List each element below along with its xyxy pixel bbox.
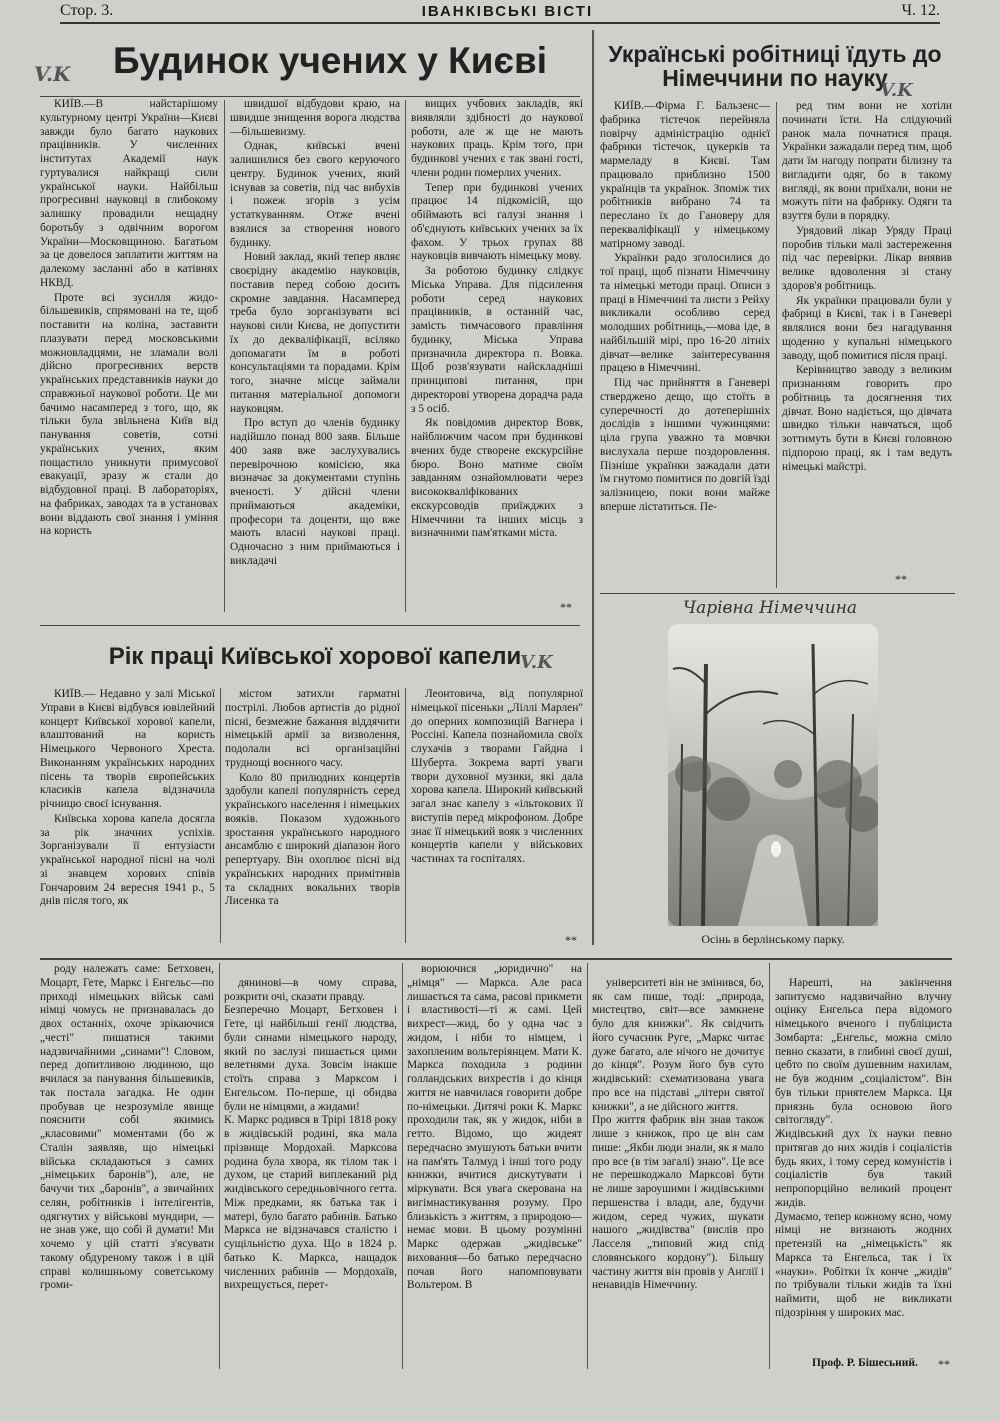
handwritten-mark: V.K: [880, 80, 913, 101]
end-mark: **: [565, 933, 577, 947]
divider: [405, 688, 406, 943]
article3-headline: Рік праці Київської хорової капели: [108, 643, 522, 670]
photo-title: Чарівна Німеччина: [682, 598, 858, 618]
article4-column-1: роду належать саме: Бетховен, Моцарт, Гете, Маркс і Енгельс—по приході німецьких військ самі німці чомусь не признавалась до двох останніх, охоче зрікаючися „честі" пишатися такими надзвичайними „синами"! Словом, перед допитливою людиною, що вчилася за панування більшевиків, так постала загадка. Не один пробував це незрозуміле явище пояснити собі якимись „класовими" моментами (бо ж Сталін заявляв, що німецькі війська складаються з самих „німецьких баронів"), але, не бачучи тих „баронів", а звичайних селян, робітників і інтелігентів, одягнутих у військові мундири, — не знав уже, що собі й думати! Ми хочемо у цій статті з'ясувати такому обдуреному також і в цій справі колишньому советському громи-: [40, 963, 214, 1292]
divider: [220, 688, 221, 943]
divider: [40, 958, 952, 960]
article3-column-1: КИЇВ.— Недавно у залі Міської Управи в Києві відбувся ювілейний концерт Київської хорової капели, влаштований на користь Німецького Червоного Хреста. Виконанням українських народних пісень та творів європейських класиків капела відзначила річницю своєї існування. Київська хорова капела досягла за рік значних успіхів. Зорганізували її ентузіасти української народної пісні на чолі зі знавцем хорових співів Гончаровим 24 вересня 1941 р., 5 днів після того, як: [40, 688, 215, 908]
article1-column-3: вищих учбових закладів, які виявляли здібності до наукової роботи, але ж ще не мають наукових праць. Крім того, при будинкові учених є так звані гості, члени родин померлих учених. Тепер при будинкові учених працює 14 підкомісій, що обіймають всі галузі знання і об'єднують київських учених за їх фахом. У трьох групах 88 науковців вивчають німецьку мову. За роботою будинку слідкує Міська Управа. Для підсилення роботи серед наукових працівників, в останній час, замість тимчасового правління будинку, Міська Управа призначила директора п. Вовка. Щоб розв'язувати найскладніші принципові питання, при директорові утворена дорадча рада з 5 осіб. Як повідомив директор Вовк, найближчим часом при будинкові вчених буде створене екскурсійне бюро. Воно матиме своїм завданням ознайомлювати через висококваліфікованих екскурсоводів приїжджих з Німеччини та інших місць з визначними пам'ятками міста.: [411, 98, 583, 540]
divider: [405, 100, 406, 612]
divider: [224, 100, 225, 612]
article1-column-2: швидшої відбудови краю, на швидше знищення ворога людства—більшевизму. Однак, київські вчені залишилися без свого керуючого центру. Будинок учених, який існував за советів, під час вибухів і пожеж згорів з усім устаткуванням. Отже вчені взялися за створення нового будинку. Новий заклад, який тепер являє своєрідну академію науковців, поставив перед собою досить скромне завдання. Насамперед треба було зорганізувати всі наукові сили Києва, не допустити їх до декваліфікації, всіляко допомагати їм в роботі консультаціями та порадами. Крім того, значне місце займали питання матеріальної допомоги науковцям. Про вступ до членів будинку надійшло понад 800 заяв. Більше 400 заяв вже заслухувались перевірочною комісією, яка визначає за документами ступінь вченості. У дійсні члени приймаються академіки, професори та доценти, що вже мають власні наукові праці. Одночасно з ним приймаються і викладачі: [230, 98, 400, 567]
article2-column-1: КИЇВ.—Фірма Г. Бальзенс—фабрика тістечок перейняла повірчу адміністрацію однієї фабрики тістечок, цукерків та мармеладу в Києві. Там працювало приблизно 1500 українців та українок. Зпоміж тих робітників вибрано 74 та переслано їх до Гановеру для перекваліфікації у німецькому матірному заводі. Українки радо зголосилися до тої праці, щоб пізнати Німеччину та німецькі методи праці. Описи з праці в Німеччині та листи з Рейху викликали особливо серед молодших робітниць,—мова іде, в найбільшій мірі, про 16-20 літніх дівчат—велике заінтересування працею в Німеччині. Під час прийняття в Ганевері стверджено дещо, що стоїть в суперечності до дотеперішніх дослідів з іншими чужинцями: ціла група уважно та мовчки вислухала перше поздоровлення. Пізніше українки зажадали дати їм гнутомо помитися по довгій їзді залізницею, поки вони майже вперше лістатиться. Пе-: [600, 100, 770, 513]
article1-column-1: КИЇВ.—В найстарішому культурному центрі України—Києві завжди було багато наукових працівників. У численних інститутах Академії наук гуртувалися найкращі сили української науки. Найбільш прогресивні науковці в глибокому залишку провадили нещадну боротьбу з одвічним ворогом України—Московщиною. Багатьом за це довелося заплатити життям на далекому засланні або в катівнях НКВД. Проте всі зусилля жидо-більшевиків, спрямовані на те, щоб поставити на коліна, заставити плазувати перед московськими можновладцями, не зламали волі дійсно прогресивних верств українських представників науки до справжньої наукової роботи. Це ми бачимо насамперед з того, що, як тільки була звільнена Київ від панування советів, сотні українських учених, яким пощастило уникнути примусової евакуації, зразу ж стали до відбудовної праці. В лабораторіях, на фабриках, заводах та в установах вони віддають свої знання і уміння на користь: [40, 98, 218, 538]
page-header: [60, 0, 940, 24]
author-signature: Проф. Р. Бішесьний.: [812, 1357, 918, 1369]
divider: [600, 593, 955, 594]
handwritten-mark: V.K: [520, 652, 553, 673]
handwritten-mark: V.K: [34, 62, 71, 86]
divider: [587, 963, 588, 1369]
park-photo: [668, 624, 878, 926]
article4-column-3: ворюючися „юридично" на „німця" — Маркса. Але раса лишається та сама, расові прикмети і властивості—ті ж самі. Цей вихрест—жид, бо у одна час з жидом, і ніби то німцем, і захопленим вольтеріянцем. Мати К. Маркса походила з родини голландських вихрестів і до кінця життя не навчилася говорити добре по-німецьки. Дитячі роки К. Маркс проходили так, як у жидок, ніби в гетто. Відомо, що жидеят передчасно змушують батьки вчити на пам'ять Талмуд і інші того роду книжки, вчитися дискутувати і міркувати. Вся увага скерована на вигімнастикування розуму. Про близькість з життям, з природою—немає мови. В цьому розумінні Маркс одержав „жидівське" виховання—бо батько передчасно почав його напомповувати Вольтером. В: [407, 963, 582, 1292]
divider: [40, 96, 580, 97]
newspaper-title: ІВАНКІВСЬКІ ВІСТІ: [421, 2, 594, 20]
article2-column-2: ред тим вони не хотіли починати їсти. На слідуючий ранок мала почнатися праця. Українки зажадали перед тим, щоб дати їм нагоду попрати білизну та вигладити одяг, бо в такому вигляді, як вони приїхали, вони не можуть піти на фабрику. Одяги та взуття були в порядку. Урядовий лікар Уряду Праці поробив тільки малі застереження під час перевірки. Лікар виявив велике вдоволення зі стану здоров'я робітниць. Як українки працювали були у фабриці в Києві, так і в Ганевері являлися вони без нагадування щоденно у купальні німецького заводу, щоб помитися після праці. Керівництво заводу з великим признанням говорить про робітниць та досягнення тих дівчат. Воно надіється, що дівчата швидко тільки навчаться, щоб зоттимуть бути в Києві головною підпорою праці, як і там ведуть німецькі майстрі.: [782, 100, 952, 473]
page-number: Стор. 3.: [60, 2, 114, 19]
article4-column-2: дянинові—в чому справа, розкрити очі, сказати правду. Безперечно Моцарт, Бетховен і Гете, ці найбільші генії людства, були синами німецького народу, який по заслузі пишається цими велетнями духа. Зовсім інакше стоїть справа з Марксом і Енгельсом. По-перше, ці обидва були не німцями, а жидами! К. Маркс родився в Трірі 1818 року в жидівській родині, яка мала прізвище Мордохай. Марксова родина була хвора, як тілом так і духом, це старий виплеканий рід жидівського середньовічного гетта. Між предками, як батька так і матері, було багато рабинів. Батько Маркса не відзначався сталістю і сущільністю духа. Що в 1824 р. батько К. Маркса, нащадок численних рабинів — Мордохаїв, вихрещується, перет-: [224, 976, 397, 1292]
end-mark: **: [895, 572, 907, 586]
article4-column-4: університеті він не змінився, бо, як сам пише, тоді: „природа, мистецтво, світ—все замкнене було для книжки". Як свідчить його сучасник Руге, „Маркс читає дуже багато, але нічого не дочитує до кінця". Розум його був суто жидівський: схематизована увага про все на підставі „літери святої книжки", а не дійсного життя. Про життя фабрик він знав також лише з книжок, про це він сам пише: „Якби люди знали, як я мало про все (в тім загалі) знаю". Це все не перешкоджало Марксові бути не лише зароушими і жидівськими першенства і влади, але, будучи жидом, серед чужих, шукати нашого „жидівства" (вислів про Ласселя „типовий жид спід словянського кордону"). Більшу частину життя він провів у Англії і ненавидів Німеччину.: [592, 976, 764, 1292]
article3-column-2: містом затихли гарматні пострілі. Любов артистів до рідної пісні, безмежне бажання віддячити німецькій армії за визволення, подолали всі організаційні труднощі воєнного часу. Коло 80 прилюдних концертів здобули капелі популярність серед українського населення і німецьких вояків. Показом художнього зростання українського народного ансамблю є широкий діапазон його репертуару. Він охоплює пісні від українських народних примітивів та складних вокальних творів Лисенка та: [225, 688, 400, 908]
divider: [219, 963, 220, 1369]
article4-column-5: Нарешті, на закінчення запитуємо надзвичайно влучну оцінку Енгельса пера відомого німецького вченого і публіциста Зомбарта: „Енгельс, можна сміло певно сказати, в глибині своєї душі, цебто по своїм душевним нахилам, не був жодним „соціалістом". Він був тільки приятелем Маркса. Ця приязнь була основою його світогляду". Жидівський дух їх науки певно притягав до них жидів і соціалістів будь яких, і тому серед комуністів і соціалістів був такий непропорційно великий процент жидів. Думаємо, тепер кожному ясно, чому німці не визнають жодних претензій на „німецькість" як Маркса та Енгельса, так і їх «науки». Робітки їх конче „жидів" по трібували тільки жидів та їхні наймити, щоб не викликати підозріння у широких мас.: [775, 976, 952, 1319]
divider: [402, 963, 403, 1369]
divider: [776, 102, 777, 588]
article3-column-3: Леонтовича, від популярної німецької пісеньки „Ліллі Марлен" до оперних композицій Вагнера і Россіні. Капела познайомила своїх слухачів з творами Гайдна і Шуберта. Зокрема варті уваги твори духовної музики, які дала хорова капела. Широкий київський загал знає капелу з «ільтокових її виступів перед мікрофоном. Добре знає її німецький вояк з численних концертів капели у військових частинах та госпіталях.: [411, 688, 583, 865]
photo-caption: Осінь в берлінському парку.: [701, 932, 845, 946]
divider: [769, 963, 770, 1369]
divider: [40, 625, 580, 626]
issue-number: Ч. 12.: [901, 2, 940, 19]
divider: [592, 30, 594, 945]
end-mark: **: [938, 1357, 950, 1371]
article2-headline: Українські робітниці їдуть до Німеччини по науку: [608, 41, 942, 92]
end-mark: **: [560, 600, 572, 614]
article1-headline: Будинок учених у Києві: [113, 40, 547, 81]
